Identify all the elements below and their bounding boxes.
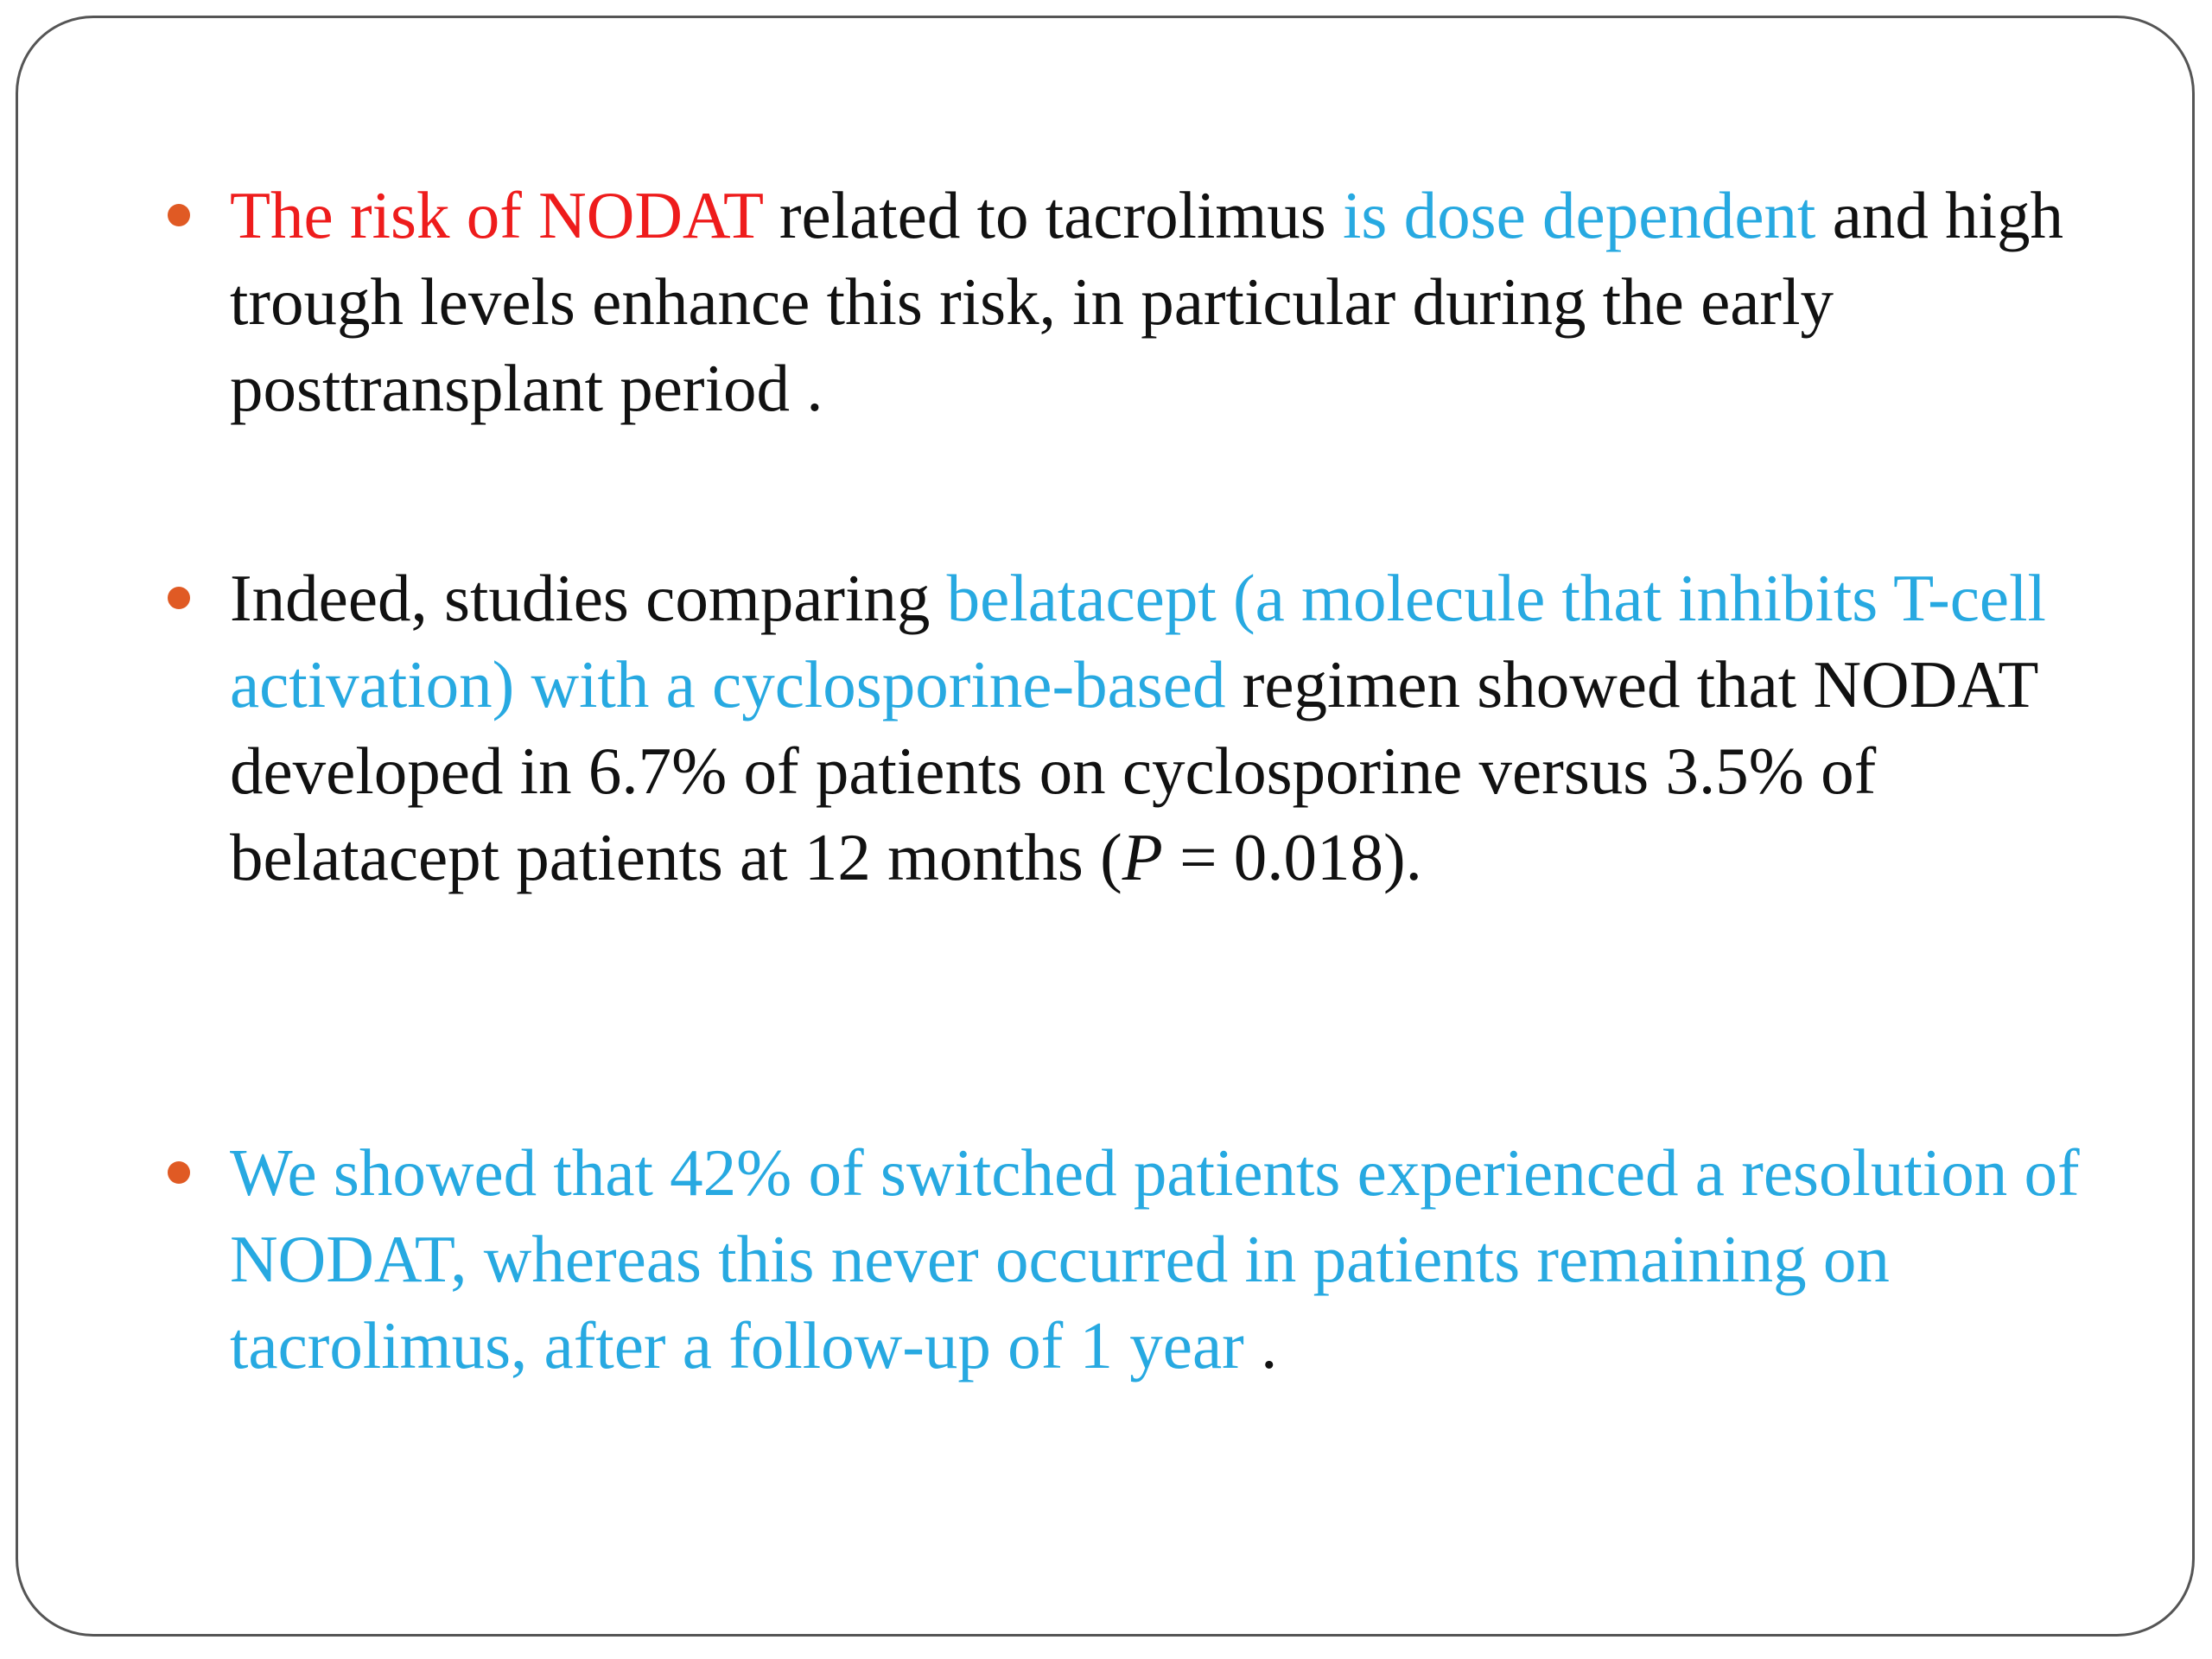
- bullet-icon: [168, 1161, 190, 1184]
- text-segment: .: [1243, 1308, 1278, 1382]
- text-segment: = 0.018).: [1162, 820, 1422, 894]
- text-segment: is dose dependent: [1343, 178, 1816, 252]
- slide: [16, 16, 2195, 1637]
- text-segment: belatacept (a molecule that inhibits T-cell activation) with a cyclosporine-based: [230, 561, 2046, 721]
- bullet-item-2: [230, 555, 2131, 900]
- text-segment: The risk of NODAT: [230, 178, 763, 252]
- bullet-item-1: [230, 172, 2131, 431]
- bullet-item-3: [230, 1129, 2131, 1389]
- bullet-icon: [168, 204, 190, 226]
- text-segment: We showed that 42% of switched patients experienced a resolution of NODAT, whereas this never occurred in patients remaining on tacrolimus, after a follow-up of 1 year: [230, 1135, 2080, 1382]
- bullet-icon: [168, 587, 190, 609]
- text-segment: and high trough levels enhance this risk, in particular during the early posttransplant period .: [230, 178, 2064, 425]
- text-segment: related to tacrolimus: [762, 178, 1344, 252]
- text-segment-italic: P: [1122, 820, 1163, 894]
- text-segment: Indeed, studies comparing: [230, 561, 947, 635]
- text-segment: regimen showed that NODAT developed in 6.7% of patients on cyclosporine versus 3.5% of belatacept patients at 12 months (: [230, 647, 2037, 894]
